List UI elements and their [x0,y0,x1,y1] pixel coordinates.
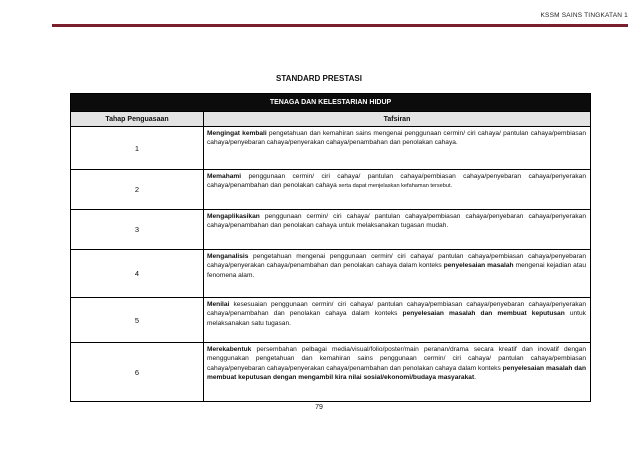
column-header-description: Tafsiran [204,112,591,127]
description-text: pengetahuan dan kemahiran sains mengenai penggunaan cermin/ ciri cahaya/ pantulan cahaya/pembiasan cahaya/penyebaran cahaya/penyerakan cahaya/penambahan dan penolakan cahaya. [207,130,586,147]
description-text: pengetahuan mengenai penggunaan cermin/ ciri cahaya/ pantulan cahaya/pembiasan cahaya/penyebaran cahaya/penyerakan cahaya/penambahan dan penolakan cahaya dalam konteks [207,253,586,270]
emphasis-text: penyelesaian masalah [443,262,514,270]
level-cell: 5 [71,298,204,343]
page-title: STANDARD PRESTASI [276,74,362,83]
emphasis-text: Mengingat kembali [207,130,267,137]
table-row [71,127,591,170]
level-cell: 2 [71,170,204,210]
description-text: . [474,374,476,382]
description-cell [204,170,591,210]
level-cell: 3 [71,210,204,250]
description-text: mengenai kejadian atau fenomena alam. [207,262,586,279]
description-text: kesesuaian penggunaan cermin/ ciri cahaya/ pantulan cahaya/pembiasan cahaya/penyebaran cahaya/penyerakan cahaya/penambahan dan penolakan cahaya dalam konteks [207,301,586,318]
column-header-level: Tahap Penguasaan [71,112,204,127]
table-row [71,298,591,343]
emphasis-text: Mengaplikasikan [207,213,260,220]
table-row [71,210,591,250]
level-cell: 4 [71,250,204,298]
running-header: KSSM SAINS TINGKATAN 1 [540,12,628,19]
description-text: untuk melaksanakan satu tugasan. [207,310,586,327]
description-cell [204,127,591,170]
table-row [71,343,591,402]
emphasis-text: penyelesaian masalah dan membuat keputusan [402,310,565,318]
table-row [71,170,591,210]
description-text: serta dapat menjelaskan kefahaman tersebut. [338,183,453,190]
description-cell [204,210,591,250]
emphasis-text: penyelesaian masalah dan membuat keputusan dengan mengambil kira nilai sosial/ekonomi/budaya masyarakat [207,364,586,382]
description-text: penggunaan cermin/ ciri cahaya/ pantulan cahaya/pembiasan cahaya/penyebaran cahaya/penyerakan cahaya/penambahan dan penolakan cahaya [207,173,586,190]
performance-standard-table [70,93,591,402]
emphasis-text: Menilai [207,301,230,308]
description-cell [204,343,591,402]
emphasis-text: Merekabentuk [207,346,252,353]
emphasis-text: Menganalisis [207,253,249,260]
description-cell [204,250,591,298]
description-text: persembahan pelbagai media/visual/folio/poster/main peranan/drama secara kreatif dan inovatif dengan menggunakan pengetahuan dan kemahiran sains penggunaan cermin/ ciri cahaya/ pantulan cahaya/pembiasan cahaya/penyebaran cahaya/penyerakan cahaya/penambahan dan penolakan cahaya dalam konteks [207,346,586,372]
description-cell [204,298,591,343]
description-text: penggunaan cermin/ ciri cahaya/ pantulan cahaya/pembiasan cahaya/penyebaran cahaya/penyerakan cahaya/penambahan dan penolakan cahaya untuk melaksanakan tugasan mudah. [207,213,586,230]
emphasis-text: Memahami [207,173,242,180]
header-rule [52,24,628,27]
page-number: 79 [315,404,323,411]
table-row [71,250,591,298]
level-cell: 6 [71,343,204,402]
level-cell: 1 [71,127,204,170]
table-banner: TENAGA DAN KELESTARIAN HIDUP [71,94,591,112]
